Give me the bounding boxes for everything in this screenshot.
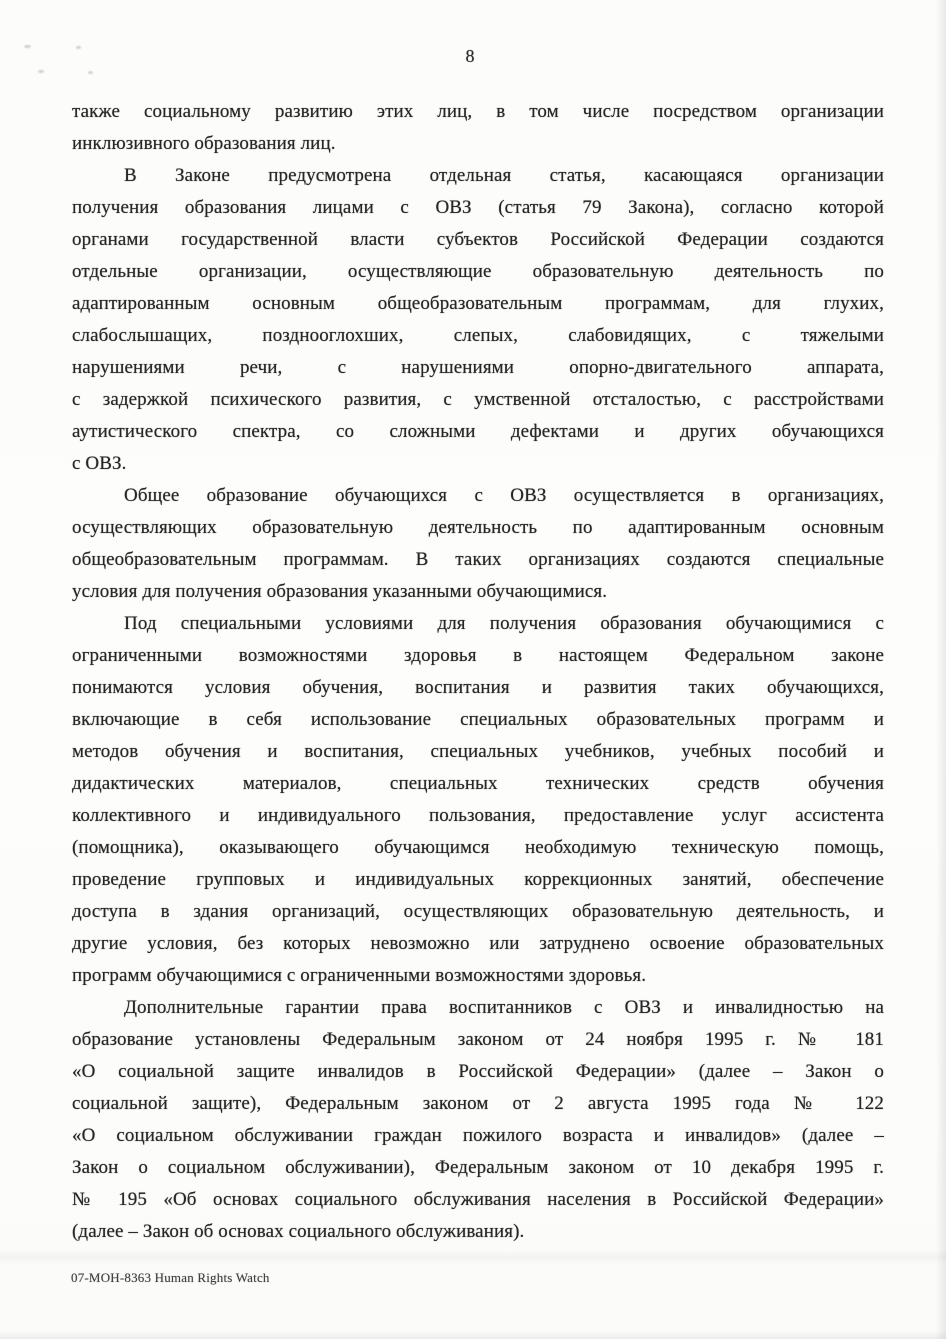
page-number: 8 — [465, 46, 475, 66]
text-line: инклюзивного образования лиц. — [72, 133, 336, 154]
text-line: ограниченными возможностями здоровья в настоящем Федеральном законе — [72, 645, 884, 666]
text-line: включающие в себя использование специальных образовательных программ и — [72, 709, 884, 730]
text-line: В Законе предусмотрена отдельная статья, касающаяся организации — [124, 165, 884, 186]
text-line: коллективного и индивидуального пользования, предоставление услуг ассистента — [72, 805, 884, 826]
text-line: другие условия, без которых невозможно или затруднено освоение образовательных — [72, 933, 884, 954]
text-line: доступа в здания организаций, осуществляющих образовательную деятельность, и — [72, 901, 884, 922]
paragraph — [72, 992, 884, 1248]
text-line: с задержкой психического развития, с умственной отсталостью, с расстройствами — [72, 389, 884, 410]
text-line: получения образования лицами с ОВЗ (статья 79 Закона), согласно которой — [72, 197, 884, 218]
paragraph — [72, 96, 884, 160]
scan-speckle — [38, 70, 44, 73]
text-line: осуществляющих образовательную деятельность по адаптированным основным — [72, 517, 884, 538]
scan-speckle — [88, 71, 93, 74]
text-line: (помощника), оказывающего обучающимся необходимую техническую помощь, — [72, 837, 884, 858]
scan-artifact-band — [0, 1250, 946, 1264]
text-line: адаптированным основным общеобразовательным программам, для глухих, — [72, 293, 884, 314]
text-line: «О социальном обслуживании граждан пожилого возраста и инвалидов» (далее – — [72, 1125, 884, 1146]
paragraph — [72, 160, 884, 480]
text-line: социальной защите), Федеральным законом от 2 августа 1995 года № 122 — [72, 1093, 884, 1114]
footer-stamp: 07-MOH-8363 Human Rights Watch — [71, 1270, 270, 1285]
text-line: Под специальными условиями для получения образования обучающимися с — [124, 613, 884, 634]
text-line: Общее образование обучающихся с ОВЗ осуществляется в организациях, — [124, 485, 884, 506]
text-line: методов обучения и воспитания, специальных учебников, учебных пособий и — [72, 741, 884, 762]
text-line: отдельные организации, осуществляющие образовательную деятельность по — [72, 261, 884, 282]
paragraph — [72, 480, 884, 608]
text-line: аутистического спектра, со сложными дефектами и других обучающихся — [72, 421, 884, 442]
text-line: (далее – Закон об основах социального обслуживания). — [72, 1221, 525, 1242]
text-line: дидактических материалов, специальных технических средств обучения — [72, 773, 884, 794]
text-line: № 195 «Об основах социального обслуживания населения в Российской Федерации» — [72, 1189, 884, 1210]
text-line: с ОВЗ. — [72, 453, 127, 474]
text-line: понимаются условия обучения, воспитания и развития таких обучающихся, — [72, 677, 884, 698]
scan-edge-shadow-right — [936, 0, 946, 1339]
text-line: условия для получения образования указанными обучающимися. — [72, 581, 608, 602]
text-line: «О социальной защите инвалидов в Российской Федерации» (далее – Закон о — [72, 1061, 884, 1082]
text-line: нарушениями речи, с нарушениями опорно-двигательного аппарата, — [72, 357, 884, 378]
text-line: общеобразовательным программам. В таких организациях создаются специальные — [72, 549, 884, 570]
scan-edge-shadow-bottom — [0, 1331, 946, 1339]
text-line: программ обучающимися с ограниченными возможностями здоровья. — [72, 965, 647, 986]
paragraph — [72, 608, 884, 992]
text-line: слабослышащих, позднооглохших, слепых, слабовидящих, с тяжелыми — [72, 325, 884, 346]
text-line: также социальному развитию этих лиц, в том числе посредством организации — [72, 101, 884, 122]
text-line: Закон о социальном обслуживании), Федеральным законом от 10 декабря 1995 г. — [72, 1157, 884, 1178]
text-line: проведение групповых и индивидуальных коррекционных занятий, обеспечение — [72, 869, 884, 890]
text-line: органами государственной власти субъектов Российской Федерации создаются — [72, 229, 884, 250]
text-line: Дополнительные гарантии права воспитанников с ОВЗ и инвалидностью на — [124, 997, 884, 1018]
text-line: образование установлены Федеральным законом от 24 ноября 1995 г. № 181 — [72, 1029, 884, 1050]
body-text — [72, 96, 884, 1248]
